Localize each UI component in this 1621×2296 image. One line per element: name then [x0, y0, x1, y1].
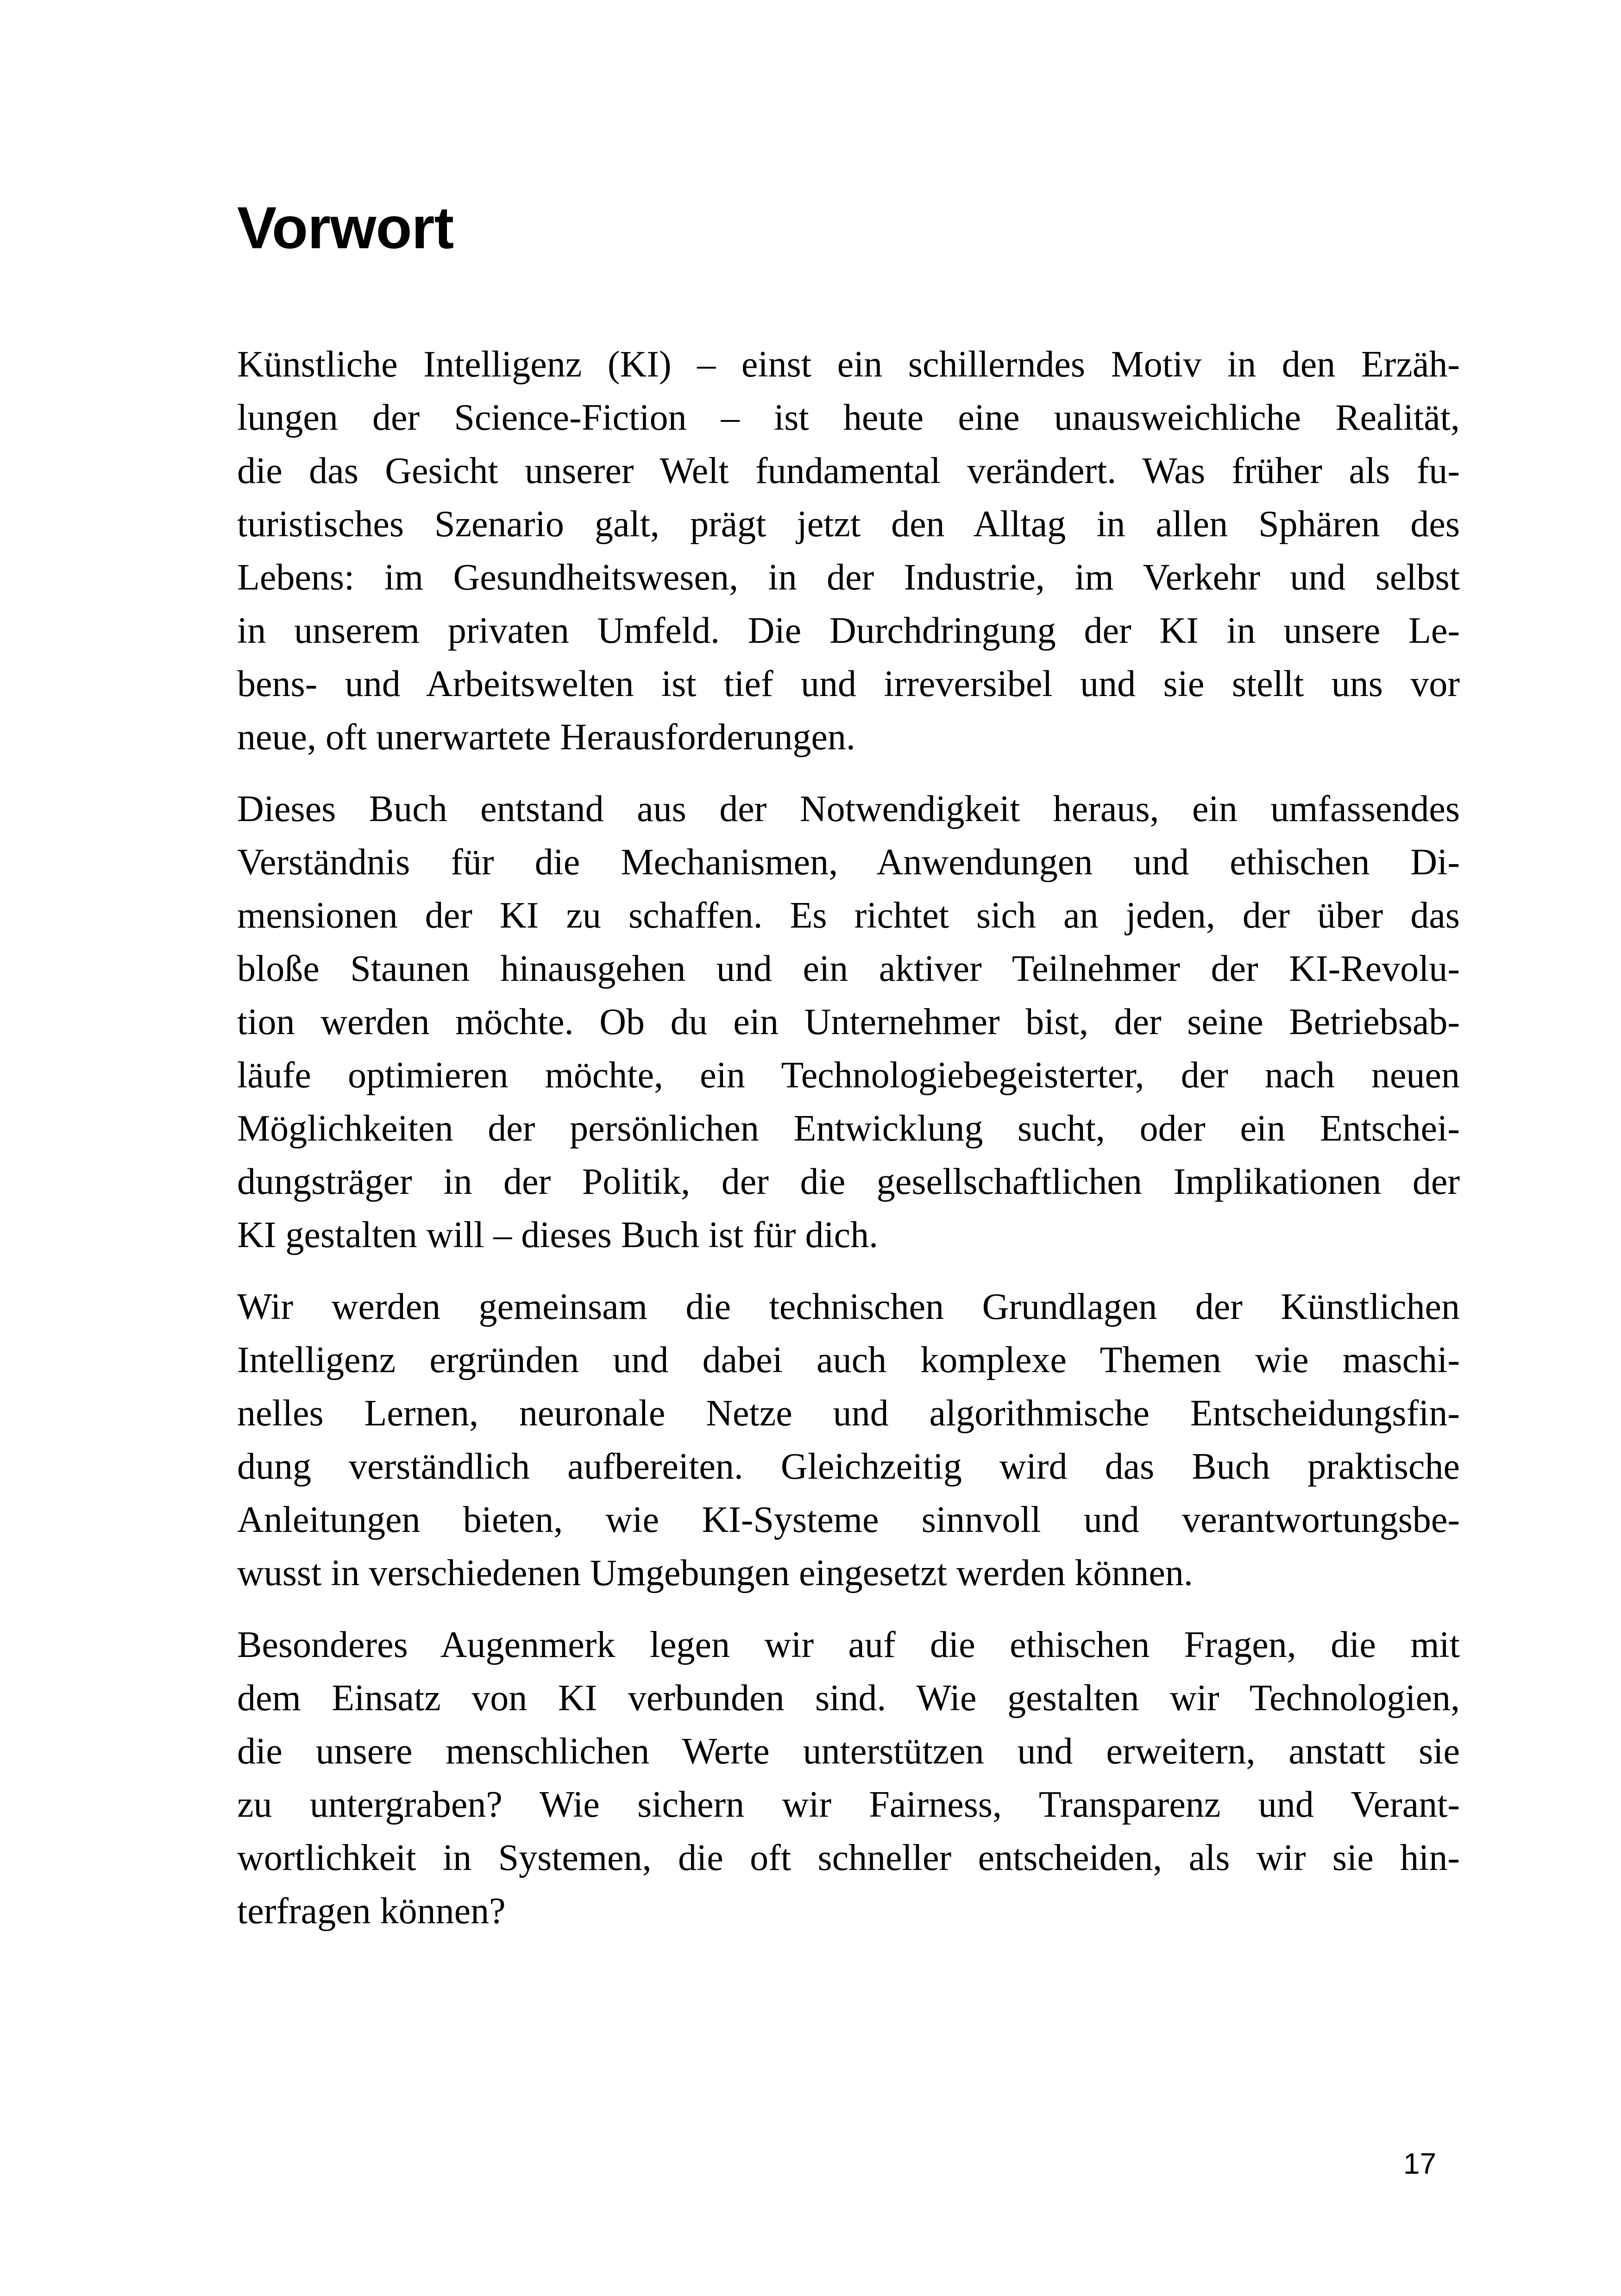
text-line: lungen der Science-Fiction – ist heute eine unausweichliche Realität, — [237, 397, 1460, 438]
text-line: nelles Lernen, neuronale Netze und algorithmische Entscheidungsfin- — [237, 1393, 1460, 1434]
text-line: terfragen können? — [237, 1891, 506, 1932]
text-line: KI gestalten will – dieses Buch ist für dich. — [237, 1215, 879, 1255]
text-line: Künstliche Intelligenz (KI) – einst ein schillerndes Motiv in den Erzäh- — [237, 344, 1460, 385]
text-line: in unserem privaten Umfeld. Die Durchdringung der KI in unsere Le- — [237, 610, 1460, 651]
text-line: tion werden möchte. Ob du ein Unternehmer bist, der seine Betriebsab- — [237, 1002, 1460, 1042]
text-line: Wir werden gemeinsam die technischen Grundlagen der Künstlichen — [237, 1286, 1460, 1327]
paragraph-3 — [237, 1280, 1460, 1600]
text-line: dungsträger in der Politik, der die gesellschaftlichen Implikationen der — [237, 1161, 1460, 1202]
text-line: mensionen der KI zu schaffen. Es richtet sich an jeden, der über das — [237, 895, 1460, 936]
text-line: turistisches Szenario galt, prägt jetzt den Alltag in allen Sphären des — [237, 504, 1460, 545]
text-line: wortlichkeit in Systemen, die oft schneller entscheiden, als wir sie hin- — [237, 1838, 1460, 1878]
body-text — [237, 338, 1460, 1957]
text-line: dung verständlich aufbereiten. Gleichzeitig wird das Buch praktische — [237, 1446, 1460, 1487]
text-line: zu untergraben? Wie sichern wir Fairness, Transparenz und Verant- — [237, 1784, 1460, 1825]
paragraph-2 — [237, 783, 1460, 1262]
text-line: neue, oft unerwartete Herausforderungen. — [237, 717, 855, 758]
text-line: Intelligenz ergründen und dabei auch komplexe Themen wie maschi- — [237, 1340, 1460, 1380]
text-line: Besonderes Augenmerk legen wir auf die ethischen Fragen, die mit — [237, 1625, 1460, 1665]
text-line: dem Einsatz von KI verbunden sind. Wie gestalten wir Technologien, — [237, 1678, 1460, 1719]
text-line: bloße Staunen hinausgehen und ein aktiver Teilnehmer der KI-Revolu- — [237, 948, 1460, 989]
page-number: 17 — [1403, 2147, 1437, 2180]
text-line: läufe optimieren möchte, ein Technologiebegeisterter, der nach neuen — [237, 1055, 1460, 1096]
text-line: Anleitungen bieten, wie KI-Systeme sinnvoll und verantwortungsbe- — [237, 1499, 1460, 1540]
text-line: die unsere menschlichen Werte unterstützen und erweitern, anstatt sie — [237, 1731, 1460, 1772]
text-line: die das Gesicht unserer Welt fundamental verändert. Was früher als fu- — [237, 451, 1460, 491]
chapter-heading: Vorwort — [237, 195, 454, 261]
text-line: bens- und Arbeitswelten ist tief und irreversibel und sie stellt uns vor — [237, 664, 1460, 704]
text-line: Lebens: im Gesundheitswesen, in der Industrie, im Verkehr und selbst — [237, 557, 1460, 598]
text-line: Möglichkeiten der persönlichen Entwicklung sucht, oder ein Entschei- — [237, 1108, 1460, 1149]
paragraph-1 — [237, 338, 1460, 764]
paragraph-4 — [237, 1618, 1460, 1938]
text-line: Verständnis für die Mechanismen, Anwendungen und ethischen Di- — [237, 842, 1460, 883]
text-line: Dieses Buch entstand aus der Notwendigkeit heraus, ein umfassendes — [237, 789, 1460, 829]
text-line: wusst in verschiedenen Umgebungen eingesetzt werden können. — [237, 1553, 1193, 1593]
